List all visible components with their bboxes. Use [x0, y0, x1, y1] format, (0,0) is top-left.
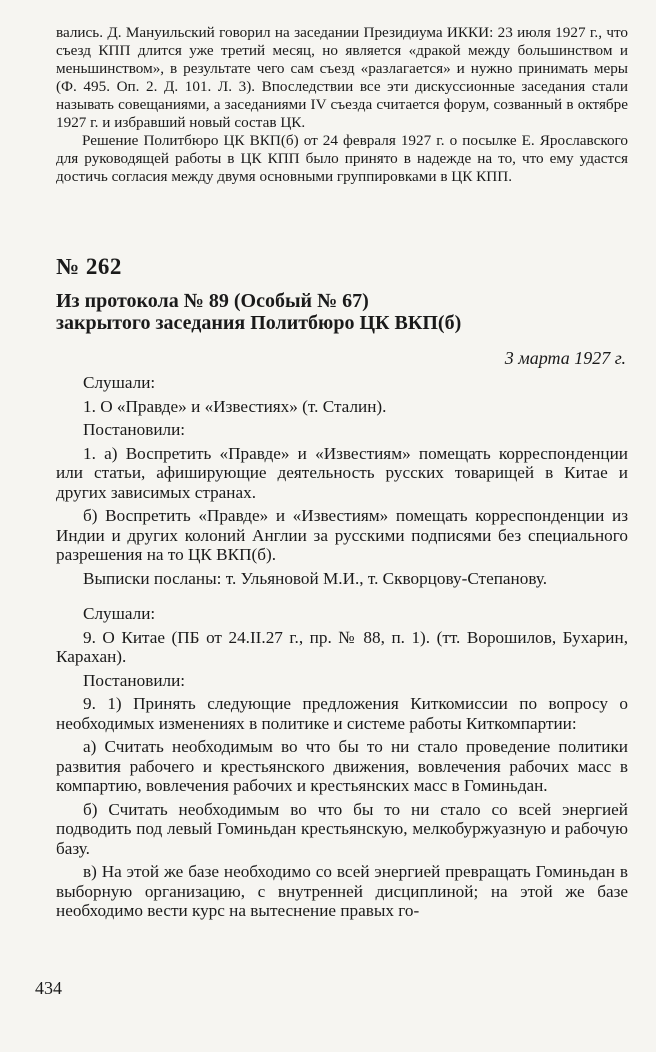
body-paragraph: а) Считать необходимым во что бы то ни стало проведение политики развития рабочего и крестьянского движения, вовлечения рабочих масс в компартию, вовлечения рабочих и крестьянских масс в Гоминьдан.	[56, 737, 628, 795]
body-paragraph: в) На этой же базе необходимо со всей энергией превращать Гоминьдан в выборную организацию, с внутренней дисциплиной; на этой же базе необходимо вести курс на вытеснение правых го-	[56, 862, 628, 920]
body-paragraph: Постановили:	[83, 670, 186, 690]
footnote-paragraph: вались. Д. Мануильский говорил на заседании Президиума ИККИ: 23 июля 1927 г., что съезд КПП длится уже третий месяц, но является «дракой между большинством и меньшинством», в результате чего сам съезд «разлагается» и нужно принимать меры (Ф. 495. Оп. 2. Д. 101. Л. 3). Впоследствии все эти дискуссионные заседания стали называть совещаниями, а заседаниями IV съезда считается форум, созванный в октябре 1927 г. и избравший новый состав ЦК.	[56, 24, 628, 131]
document-number: № 262	[56, 254, 122, 279]
page-number: 434	[35, 978, 62, 998]
body-paragraph: Слушали:	[83, 373, 156, 392]
body-paragraph: 9. О Китае (ПБ от 24.II.27 г., пр. № 88, п. 1). (тт. Ворошилов, Бухарин, Карахан).	[56, 627, 628, 666]
body-paragraph: 9. 1) Принять следующие предложения Киткомиссии по вопросу о необходимых изменениях в политике и системе работы Киткомпартии:	[56, 694, 628, 733]
body-paragraph: Постановили:	[83, 420, 186, 439]
body-paragraph: б) Считать необходимым во что бы то ни стало со всей энергией подводить под левый Гоминьдан крестьянскую, мелкобуржуазную и рабочую базу.	[56, 799, 628, 858]
body-paragraph: 1. а) Воспретить «Правде» и «Известиям» помещать корреспонденции или статьи, афиширующие деятельность русских товарищей в Китае и других зависимых странах.	[56, 443, 628, 502]
document-date: 3 марта 1927 г.	[504, 348, 626, 368]
footnote-paragraph: Решение Политбюро ЦК ВКП(б) от 24 февраля 1927 г. о посылке Е. Ярославского для руководящей работы в ЦК КПП было принято в надежде на то, что ему удастся достичь согласия между двумя основными группировками в ЦК КПП.	[56, 132, 628, 186]
body-paragraph: б) Воспретить «Правде» и «Известиям» помещать корреспонденции из Индии и других колоний Англии за русскими подписями без специального разрешения на то ЦК ВКП(б).	[56, 506, 628, 564]
body-paragraph: Выписки посланы: т. Ульяновой М.И., т. Скворцову-Степанову.	[83, 568, 548, 588]
title-line: Из протокола № 89 (Особый № 67)	[56, 290, 369, 312]
body-paragraph: 1. О «Правде» и «Известиях» (т. Сталин).	[83, 396, 387, 416]
title-line: закрытого заседания Политбюро ЦК ВКП(б)	[56, 312, 462, 334]
footnote-block	[56, 24, 628, 186]
document-title	[56, 290, 628, 334]
body-paragraph: Слушали:	[83, 604, 156, 623]
document-body	[56, 373, 628, 925]
